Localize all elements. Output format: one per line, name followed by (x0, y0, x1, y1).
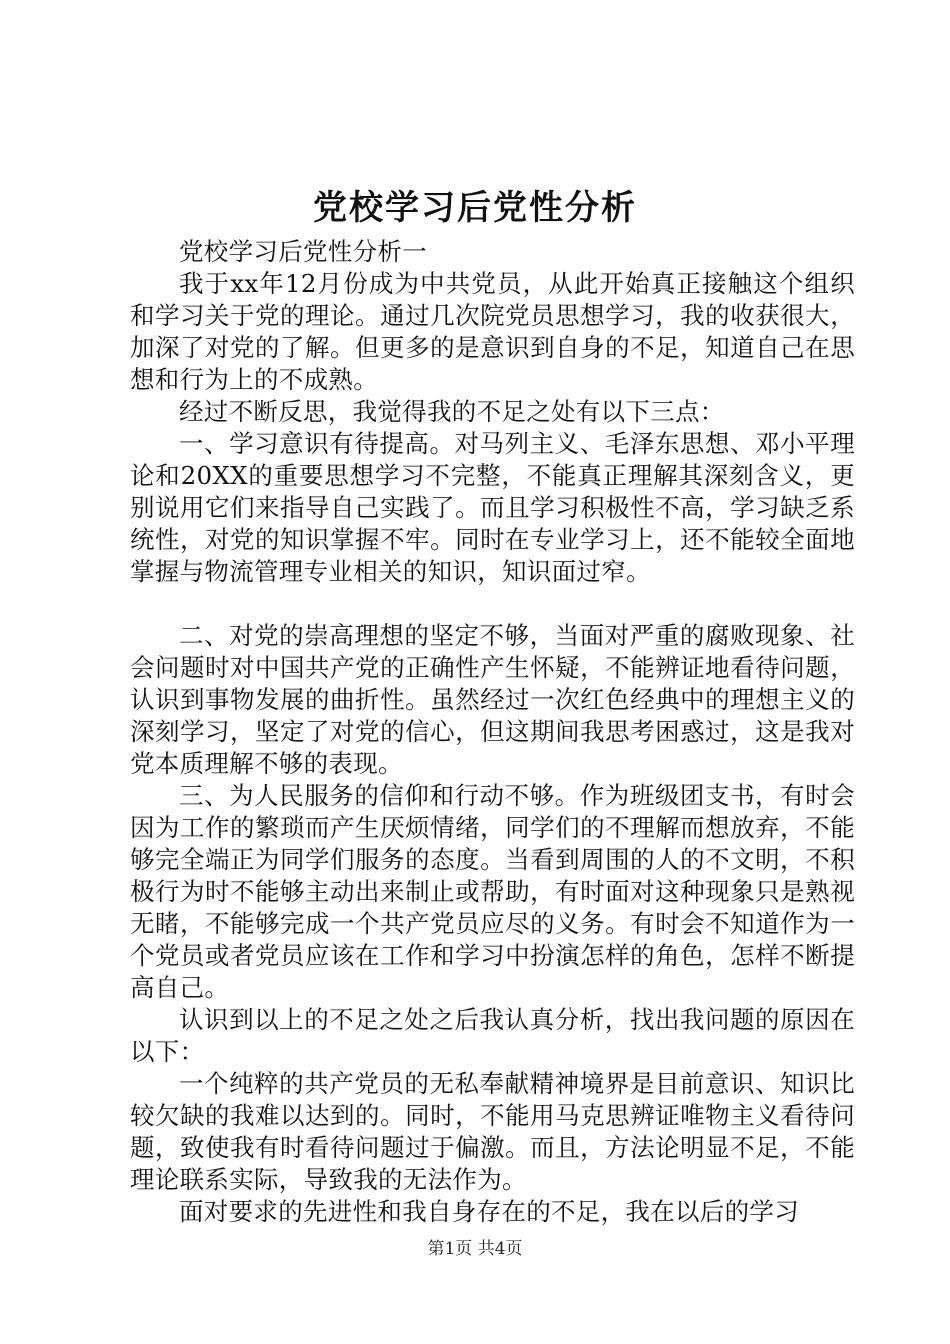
document-title: 党校学习后党性分析 (313, 188, 637, 228)
paragraph-subtitle: 党校学习后党性分析一 (179, 237, 427, 266)
page-number-footer: 第1页 共4页 (427, 1239, 523, 1259)
paragraph-causes: 一个纯粹的共产党员的无私奉献精神境界是目前意识、知识比较欠缺的我难以达到的。同时，不能用马克思辨证唯物主义看待问题，致使我有时看待问题过于偏激。而且，方法论明显不足，不能理论联系实际，导致我的无法作为。 (130, 1069, 855, 1194)
paragraph-spacer (130, 588, 855, 620)
paragraph-intro: 我于xx年12月份成为中共党员，从此开始真正接触这个组织和学习关于党的理论。通过几次院党员思想学习，我的收获很大，加深了对党的了解。但更多的是意识到自身的不足，知道自己在思想和行为上的不成熟。 (130, 269, 855, 394)
paragraph-conclusion-start: 面对要求的先进性和我自身存在的不足，我在以后的学习 (179, 1197, 799, 1226)
paragraph-reflection: 经过不断反思，我觉得我的不足之处有以下三点： (179, 397, 725, 426)
paragraph-point-two: 二、对党的崇高理想的坚定不够，当面对严重的腐败现象、社会问题时对中国共产党的正确性产生怀疑，不能辨证地看待问题，认识到事物发展的曲折性。虽然经过一次红色经典中的理想主义的深刻学习，坚定了对党的信心，但这期间我思考困惑过，这是我对党本质理解不够的表现。 (130, 621, 855, 778)
paragraph-point-one: 一、学习意识有待提高。对马列主义、毛泽东思想、邓小平理论和20XX的重要思想学习不完整，不能真正理解其深刻含义，更别说用它们来指导自己实践了。而且学习积极性不高，学习缺乏系统性，对党的知识掌握不牢。同时在专业学习上，还不能较全面地掌握与物流管理专业相关的知识，知识面过窄。 (130, 429, 855, 586)
document-body (130, 236, 855, 1228)
paragraph-point-three: 三、为人民服务的信仰和行动不够。作为班级团支书，有时会因为工作的繁琐而产生厌烦情绪，同学们的不理解而想放弃，不能够完全端正为同学们服务的态度。当看到周围的人的不文明，不积极行为时不能够主动出来制止或帮助，有时面对这种现象只是熟视无睹，不能够完成一个共产党员应尽的义务。有时会不知道作为一个党员或者党员应该在工作和学习中扮演怎样的角色，怎样不断提高自己。 (130, 781, 855, 1002)
paragraph-analysis: 认识到以上的不足之处之后我认真分析，找出我问题的原因在以下： (130, 1005, 855, 1066)
